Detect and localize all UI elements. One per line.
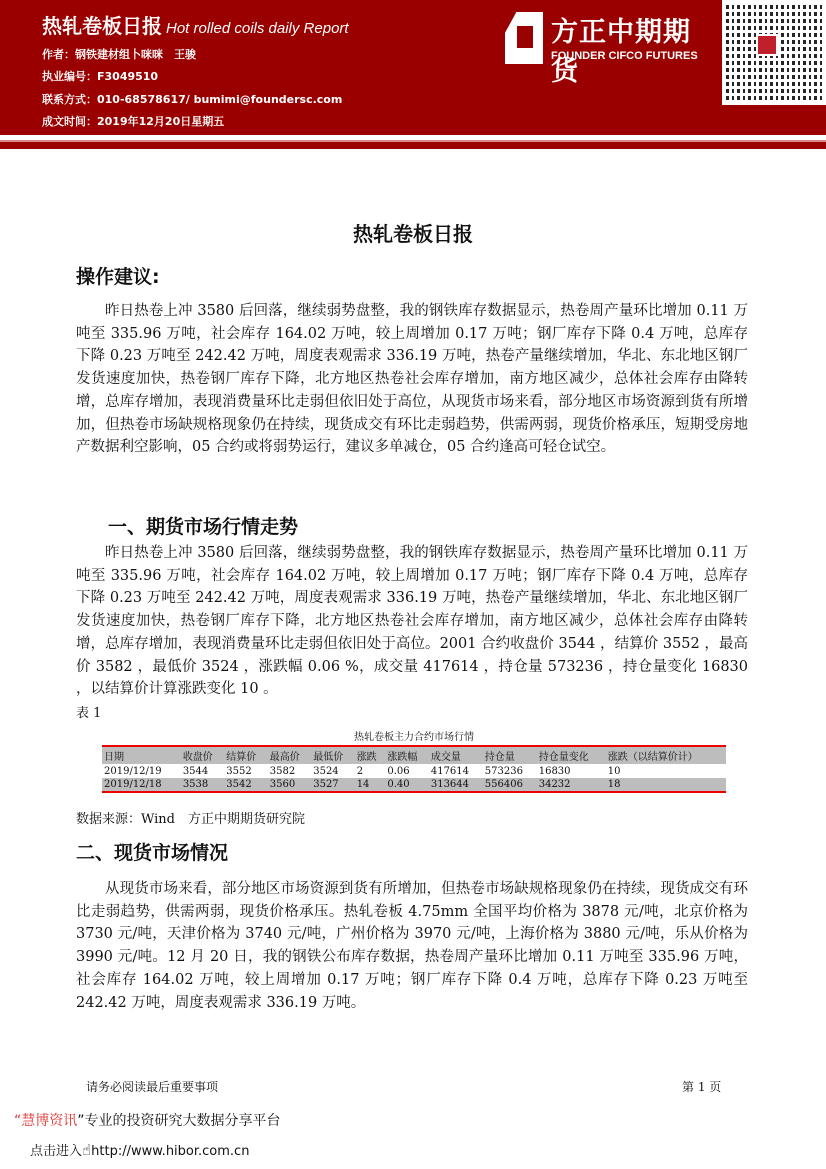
table-cell: 16830 [538,765,571,777]
column-header: 涨跌（以结算价计） [607,752,698,763]
qr-code-icon [722,0,826,105]
table-cell: 18 [607,779,621,790]
table-cell: 3538 [182,779,209,790]
table-cell: 556406 [484,779,523,790]
company-logo [505,10,715,87]
promo-brand: 慧博资讯 [21,1113,78,1129]
promo-link[interactable] [30,1140,249,1159]
table-cell: 313644 [430,779,470,790]
table-cell: 3582 [269,765,296,777]
column-header: 成交量 [430,752,461,763]
column-header: 持仓量变化 [538,752,589,763]
column-header: 收盘价 [182,752,213,763]
table-cell: 3527 [313,779,339,790]
spot-heading: 二、现货市场情况 [76,842,229,864]
table-cell: 2 [356,765,364,777]
table-header-row [102,746,726,764]
header-stripe [0,140,826,149]
hand-pointer-icon: ☝ [82,1141,92,1159]
futures-text: 昨日热卷上冲 3580 后回落，继续弱势盘整，我的钢铁库存数据显示，热卷周产量环比增加 0.11 万吨至 335.96 万吨，社会库存 164.02 万吨，较上周增加 0.17 万吨；钢厂库存下降 0.4 万吨，总库存下降 0.23 万吨至 242.42 万吨，周度表观需求 336.19 万吨，热卷产量继续增加，华北、东北地区钢厂发货速度加快，热卷钢厂库存下降，北方地区热卷社会库存增加，南方地区减少，总体社会库存由降转增，总库存增加，表现消费量环比走弱但依旧处于高位。2001 合约收盘价 3544 ，结算价 3552 ，最高价 3582 ，最低价 3524 ，涨跌幅 0.06 %，成交量 417614 ，持仓量 573236 ，持仓量变化 16830 ，以结算价计算涨跌变化 10 。 [76,545,748,698]
table-cell: 3524 [313,765,339,777]
table-cell: 417614 [430,765,470,777]
contact: 联系方式：010-68578617/ bumimi@foundersc.com [42,93,343,106]
promo-banner [14,1110,281,1130]
table-cell: 0.40 [387,779,410,790]
logo-text-cn: 方正中期期货 [551,17,691,87]
spot-text: 从现货市场来看，部分地区市场资源到货有所增加，但热卷市场缺规格现象仍在持续，现货成交有环比走弱趋势，供需两弱，现货价格承压。热轧卷板 4.75mm 全国平均价格为 3878 元/吨，北京价格为 3730 元/吨，天津价格为 3740 元/吨，广州价格为 3970 元/吨，上海价格为 3880 元/吨，乐从价格为 3990 元/吨。12 月 20 日，我的钢铁公布库存数据，热卷周产量环比增加 0.11 万吨至 335.96 万吨，社会库存 164.02 万吨，较上周增加 0.17 万吨；钢厂库存下降 0.4 万吨，总库存下降 0.23 万吨至 242.42 万吨，周度表观需求 336.19 万吨。 [76,881,748,1011]
data-source: 数据来源：Wind 方正中期期货研究院 [76,812,305,827]
column-header: 涨跌幅 [387,752,418,763]
table-cell: 573236 [484,765,523,777]
table-cell: 14 [356,779,370,790]
table-cell: 2019/12/18 [104,779,162,790]
report-title [42,10,349,39]
report-header [0,0,826,135]
title-en: Hot rolled coils daily Report [166,20,349,37]
table-label: 表 1 [76,706,102,721]
document-title: 热轧卷板日报 [353,222,473,246]
table-cell: 3560 [269,779,296,790]
market-table [102,728,726,793]
link-label: 点击进入 [30,1144,83,1159]
table-cell: 0.06 [387,765,410,777]
futures-heading: 一、期货市场行情走势 [108,516,299,538]
publish-date: 成文时间：2019年12月20日星期五 [42,115,225,128]
column-header: 结算价 [226,752,257,763]
advice-heading: 操作建议: [76,266,160,288]
title-cn: 热轧卷板日报 [42,14,162,38]
column-header: 最低价 [313,752,344,763]
table-row [102,764,726,778]
table-row [102,778,726,792]
quote-mark: ” [77,1113,85,1129]
logo-icon [505,12,543,64]
author: 作者：钢铁建材组卜咪咪 王骏 [42,48,196,61]
column-header: 涨跌 [356,752,377,763]
table-cell: 34232 [538,779,571,790]
table-cell: 10 [607,765,621,777]
table-cell: 3542 [226,779,252,790]
promo-text: 专业的投资研究大数据分享平台 [84,1113,281,1129]
page-number: 第 1 页 [682,1080,722,1094]
column-header: 持仓量 [484,752,515,763]
table-cell: 3552 [226,765,252,777]
logo-text-en: FOUNDER CIFCO FUTURES [551,50,698,62]
link-url[interactable]: http://www.hibor.com.cn [91,1144,250,1159]
quote-mark: “ [14,1113,22,1129]
column-header: 日期 [104,752,124,763]
column-header: 最高价 [269,752,300,763]
footer-notice: 请务必阅读最后重要事项 [86,1080,219,1094]
license-number: 执业编号：F3049510 [42,70,159,83]
table-cell: 2019/12/19 [104,765,162,777]
table-cell: 3544 [182,765,209,777]
advice-text: 昨日热卷上冲 3580 后回落，继续弱势盘整，我的钢铁库存数据显示，热卷周产量环比增加 0.11 万吨至 335.96 万吨，社会库存 164.02 万吨，较上周增加 0.17 万吨；钢厂库存下降 0.4 万吨，总库存下降 0.23 万吨至 242.42 万吨，周度表观需求 336.19 万吨，热卷产量继续增加，华北、东北地区钢厂发货速度加快，热卷钢厂库存下降，北方地区热卷社会库存增加，南方地区减少，总体社会库存由降转增，总库存增加，表现消费量环比走弱但依旧处于高位，从现货市场来看，部分地区市场资源到货有所增加，但热卷市场缺规格现象仍在持续，现货成交有环比走弱趋势，供需两弱，现货价格承压，短期受房地产数据利空影响，05 合约或将弱势运行，建议多单减仓，05 合约逢高可轻仓试空。 [76,303,748,456]
table-caption: 热轧卷板主力合约市场行情 [354,732,474,743]
